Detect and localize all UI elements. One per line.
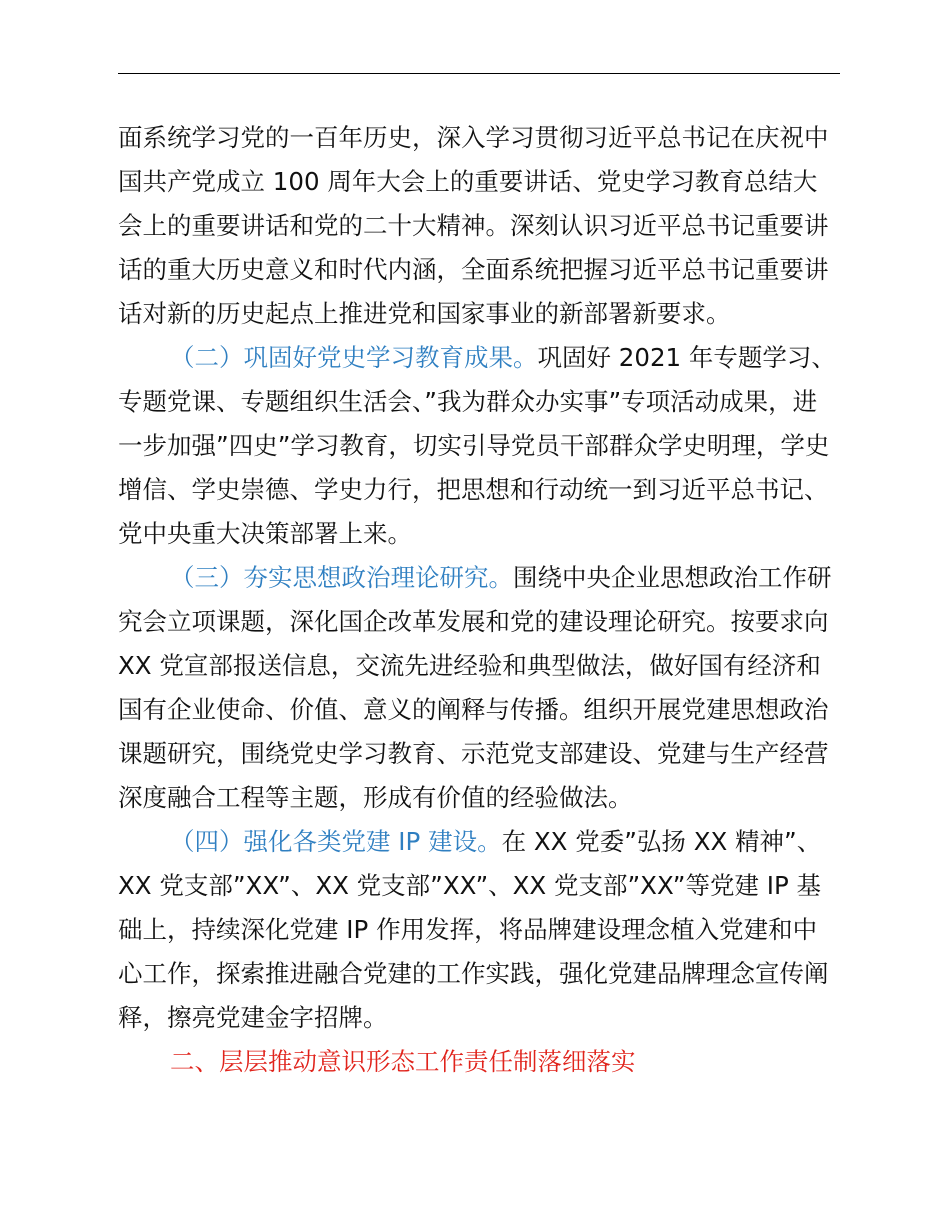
paragraph-line: 课题研究，围绕党史学习教育、示范党支部建设、党建与生产经营 [118, 739, 829, 768]
section-4-heading: （四）强化各类党建 IP 建设。 [170, 827, 502, 856]
paragraph-line: 础上，持续深化党建 IP 作用发挥，将品牌建设理念植入党建和中 [118, 915, 818, 944]
section-4-first-text: 在 XX 党委”弘扬 XX 精神”、 [501, 827, 822, 856]
paragraph-line: 话的重大历史意义和时代内涵，全面系统把握习近平总书记重要讲 [118, 255, 829, 284]
section-2-first-line [170, 336, 850, 380]
part-2-heading: 二、层层推动意识形态工作责任制落细落实 [170, 1047, 636, 1076]
paragraph-line: 释，擦亮党建金字招牌。 [118, 1003, 388, 1032]
section-2-first-text: 巩固好 2021 年专题学习、 [537, 343, 836, 372]
paragraph-line: 党中央重大决策部署上来。 [118, 519, 412, 548]
section-3-first-line [170, 556, 850, 600]
paragraph-line: 国共产党成立 100 周年大会上的重要讲话、党史学习教育总结大 [118, 167, 818, 196]
paragraph-line: 究会立项课题，深化国企改革发展和党的建设理论研究。按要求向 [118, 607, 829, 636]
paragraph-line: 一步加强”四史”学习教育，切实引导党员干部群众学史明理，学史 [118, 431, 830, 460]
paragraph-line: 会上的重要讲话和党的二十大精神。深刻认识习近平总书记重要讲 [118, 211, 829, 240]
section-3-heading: （三）夯实思想政治理论研究。 [170, 563, 513, 592]
header-rule [118, 73, 840, 74]
paragraph-line: 话对新的历史起点上推进党和国家事业的新部署新要求。 [118, 299, 731, 328]
paragraph-line: 面系统学习党的一百年历史，深入学习贯彻习近平总书记在庆祝中 [118, 123, 829, 152]
section-4-first-line [170, 820, 850, 864]
paragraph-line: 深度融合工程等主题，形成有价值的经验做法。 [118, 783, 633, 812]
section-3-first-text: 围绕中央企业思想政治工作研 [513, 563, 832, 592]
paragraph-line: XX 党支部”XX”、XX 党支部”XX”、XX 党支部”XX”等党建 IP 基 [118, 871, 822, 900]
section-2-heading: （二）巩固好党史学习教育成果。 [170, 343, 538, 372]
paragraph-line: 增信、学史崇德、学史力行，把思想和行动统一到习近平总书记、 [118, 475, 829, 504]
paragraph-line: 专题党课、专题组织生活会、”我为群众办实事”专项活动成果，进 [118, 387, 818, 416]
paragraph-line: XX 党宣部报送信息，交流先进经验和典型做法，做好国有经济和 [118, 651, 821, 680]
paragraph-line: 国有企业使命、价值、意义的阐释与传播。组织开展党建思想政治 [118, 695, 829, 724]
paragraph-line: 心工作，探索推进融合党建的工作实践，强化党建品牌理念宣传阐 [118, 959, 829, 988]
